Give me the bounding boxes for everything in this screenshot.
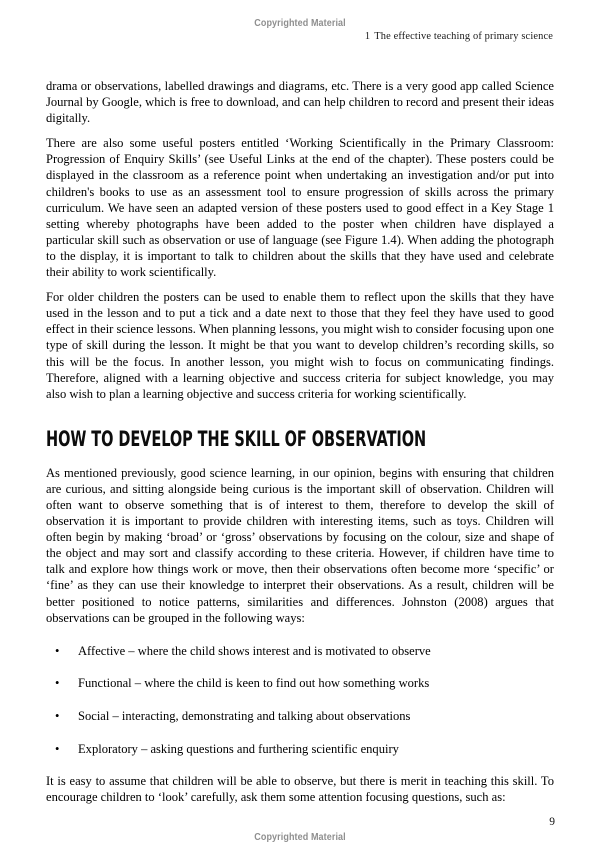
running-head-chapter-title: The effective teaching of primary science xyxy=(374,31,553,42)
list-item xyxy=(46,643,554,659)
page-number: 9 xyxy=(549,816,555,828)
running-head-chapter-number: 1 xyxy=(364,31,371,42)
bullet-icon: • xyxy=(55,741,60,756)
paragraph-observation-intro: As mentioned previously, good science learning, in our opinion, begins with ensuring that children are curious, and sitting alongside being curious is the important skill of observation. Children will often want to observe something that is of interest to them, therefore to develop the skill of observation it is important to provide children with interesting items, such as toys. Children will often begin by making ‘broad’ or ‘gross’ observations by focusing on the colour, size and shape of the object and may sort and classify according to these criteria. However, if children have time to talk and explore how things work or move, then their observations often become more ‘specific’ or ‘fine’ as they can use their knowledge to interpret their observations. As a result, children will be better positioned to notice patterns, similarities and differences. Johnston (2008) argues that observations can be grouped in the following ways: xyxy=(46,465,554,625)
running-head xyxy=(365,31,553,42)
list-item-label: Exploratory – asking questions and furthering scientific enquiry xyxy=(78,741,399,756)
copyright-watermark-top: Copyrighted Material xyxy=(254,17,346,29)
list-item-label: Functional – where the child is keen to find out how something works xyxy=(78,676,430,691)
paragraph-attention-focusing-questions: It is easy to assume that children will be able to observe, but there is merit in teaching this skill. To encourage children to ‘look’ carefully, ask them some attention focusing questions, such as: xyxy=(46,773,554,804)
observation-types-list xyxy=(46,643,554,757)
list-item-label: Affective – where the child shows interest and is motivated to observe xyxy=(78,643,431,658)
paragraph-older-children-posters: For older children the posters can be used to enable them to reflect upon the skills that they have used in the lesson and to put a tick and a date next to those that they feel they have used to good effect in their science lessons. When planning lessons, you might wish to consider focusing upon one type of skill during the lesson. It might be that you want to develop children’s recording skills, so this will be the focus. In another lesson, you might wish to focus on communicating findings. Therefore, aligned with a learning objective and success criteria for subject knowledge, you may also wish to plan a learning objective and success criteria for working scientifically. xyxy=(46,290,554,401)
paragraph-working-scientifically-posters: There are also some useful posters entitled ‘Working Scientifically in the Primary Classroom: Progression of Enquiry Skills’ (see Useful Links at the end of the chapter). These posters could be displayed in the classroom as a reference point when undertaking an investigation and/or put into children's books to use as an assessment tool to ensure progression of skills across the primary curriculum. We have seen an adapted version of these posters used to good effect in a Key Stage 1 setting whereby photographs have been added to the poster when children have displayed a particular skill such as observation or use of language (see Figure 1.4). When adding the photograph to the display, it is important to talk to children about the skills that they have used and celebrate their ability to work scientifically. xyxy=(46,136,554,280)
list-item xyxy=(46,675,554,691)
paragraph-science-journal-app: drama or observations, labelled drawings and diagrams, etc. There is a very good app called Science Journal by Google, which is free to download, and can help children to record and present their ideas digitally. xyxy=(46,79,554,126)
bullet-icon: • xyxy=(55,643,60,658)
bullet-icon: • xyxy=(55,708,60,723)
copyright-watermark-bottom: Copyrighted Material xyxy=(254,831,346,843)
list-item-label: Social – interacting, demonstrating and talking about observations xyxy=(78,708,411,723)
list-item xyxy=(46,741,554,757)
bullet-icon: • xyxy=(55,676,60,691)
section-heading-observation: HOW TO DEVELOP THE SKILL OF OBSERVATION xyxy=(46,426,427,452)
text-column xyxy=(46,78,554,805)
list-item xyxy=(46,708,554,724)
